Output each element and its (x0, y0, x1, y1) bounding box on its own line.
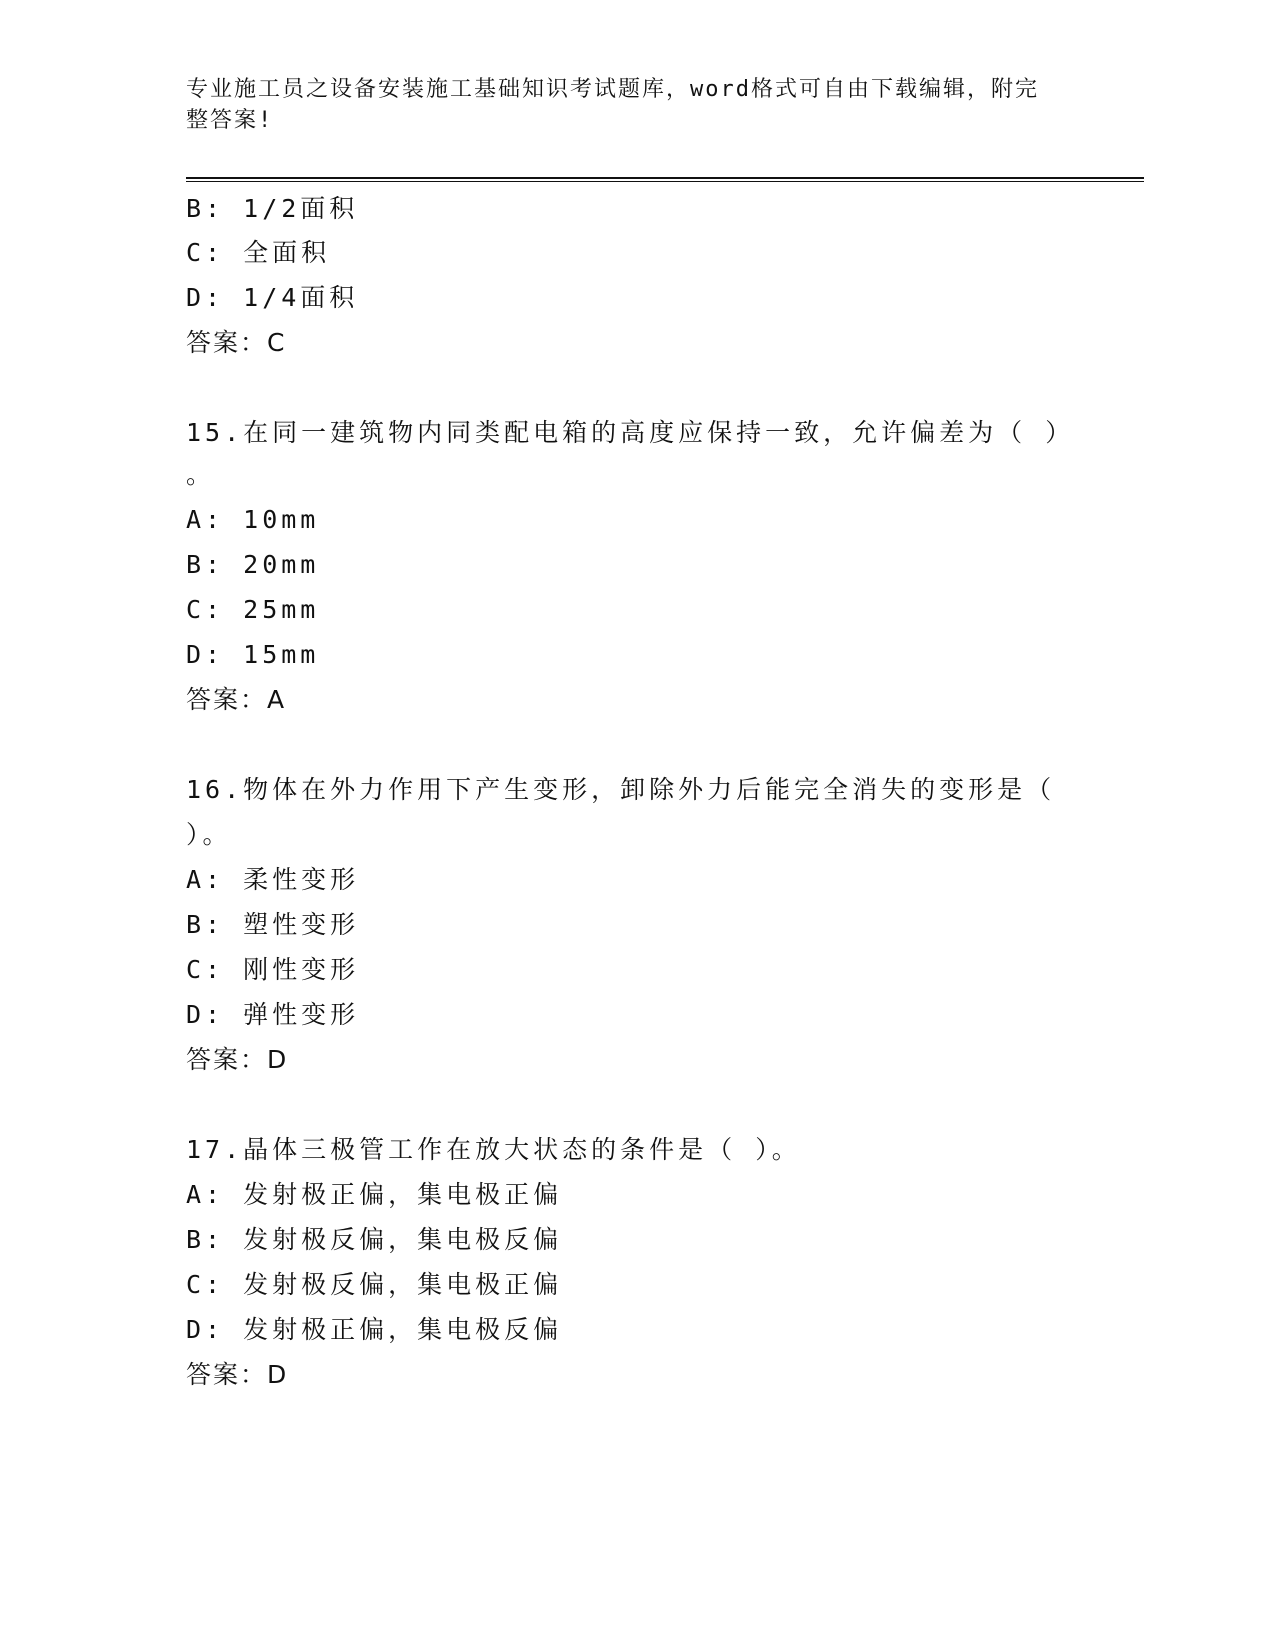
header-divider-thin (186, 181, 1144, 182)
header-divider-thick (186, 177, 1144, 179)
q15-option-c: C: 25mm (186, 595, 320, 624)
q16-option-a: A: 柔性变形 (186, 865, 360, 894)
header-line-1: 专业施工员之设备安装施工基础知识考试题库，word格式可自由下载编辑，附完 (186, 77, 1039, 102)
q17-option-d: D: 发射极正偏，集电极反偏 (186, 1315, 563, 1344)
q14-option-b: B: 1/2面积 (186, 194, 359, 223)
q16-option-c: C: 刚性变形 (186, 955, 360, 984)
q15-option-a: A: 10mm (186, 505, 320, 534)
q15-option-d: D: 15mm (186, 640, 320, 669)
document-header (186, 74, 1066, 136)
q15-stem-line-2: 。 (186, 460, 216, 489)
q14-answer: 答案：C (186, 328, 287, 357)
q17-answer: 答案：D (186, 1360, 289, 1389)
q14-option-d: D: 1/4面积 (186, 283, 359, 312)
q17-option-a: A: 发射极正偏，集电极正偏 (186, 1180, 563, 1209)
q15-stem-line-1: 15.在同一建筑物内同类配电箱的高度应保持一致，允许偏差为（ ） (186, 418, 1075, 447)
q16-option-b: B: 塑性变形 (186, 910, 360, 939)
header-line-2: 整答案! (186, 108, 274, 133)
q17-stem-line-1: 17.晶体三极管工作在放大状态的条件是（ ）。 (186, 1135, 801, 1164)
q16-stem-line-2: ）。 (186, 820, 232, 849)
q16-option-d: D: 弹性变形 (186, 1000, 360, 1029)
q17-option-c: C: 发射极反偏，集电极正偏 (186, 1270, 563, 1299)
q15-answer: 答案：A (186, 685, 287, 714)
q15-option-b: B: 20mm (186, 550, 320, 579)
q16-answer: 答案：D (186, 1045, 289, 1074)
q16-stem-line-1: 16.物体在外力作用下产生变形，卸除外力后能完全消失的变形是（ (186, 775, 1056, 804)
q17-option-b: B: 发射极反偏，集电极反偏 (186, 1225, 563, 1254)
q14-option-c: C: 全面积 (186, 238, 331, 267)
